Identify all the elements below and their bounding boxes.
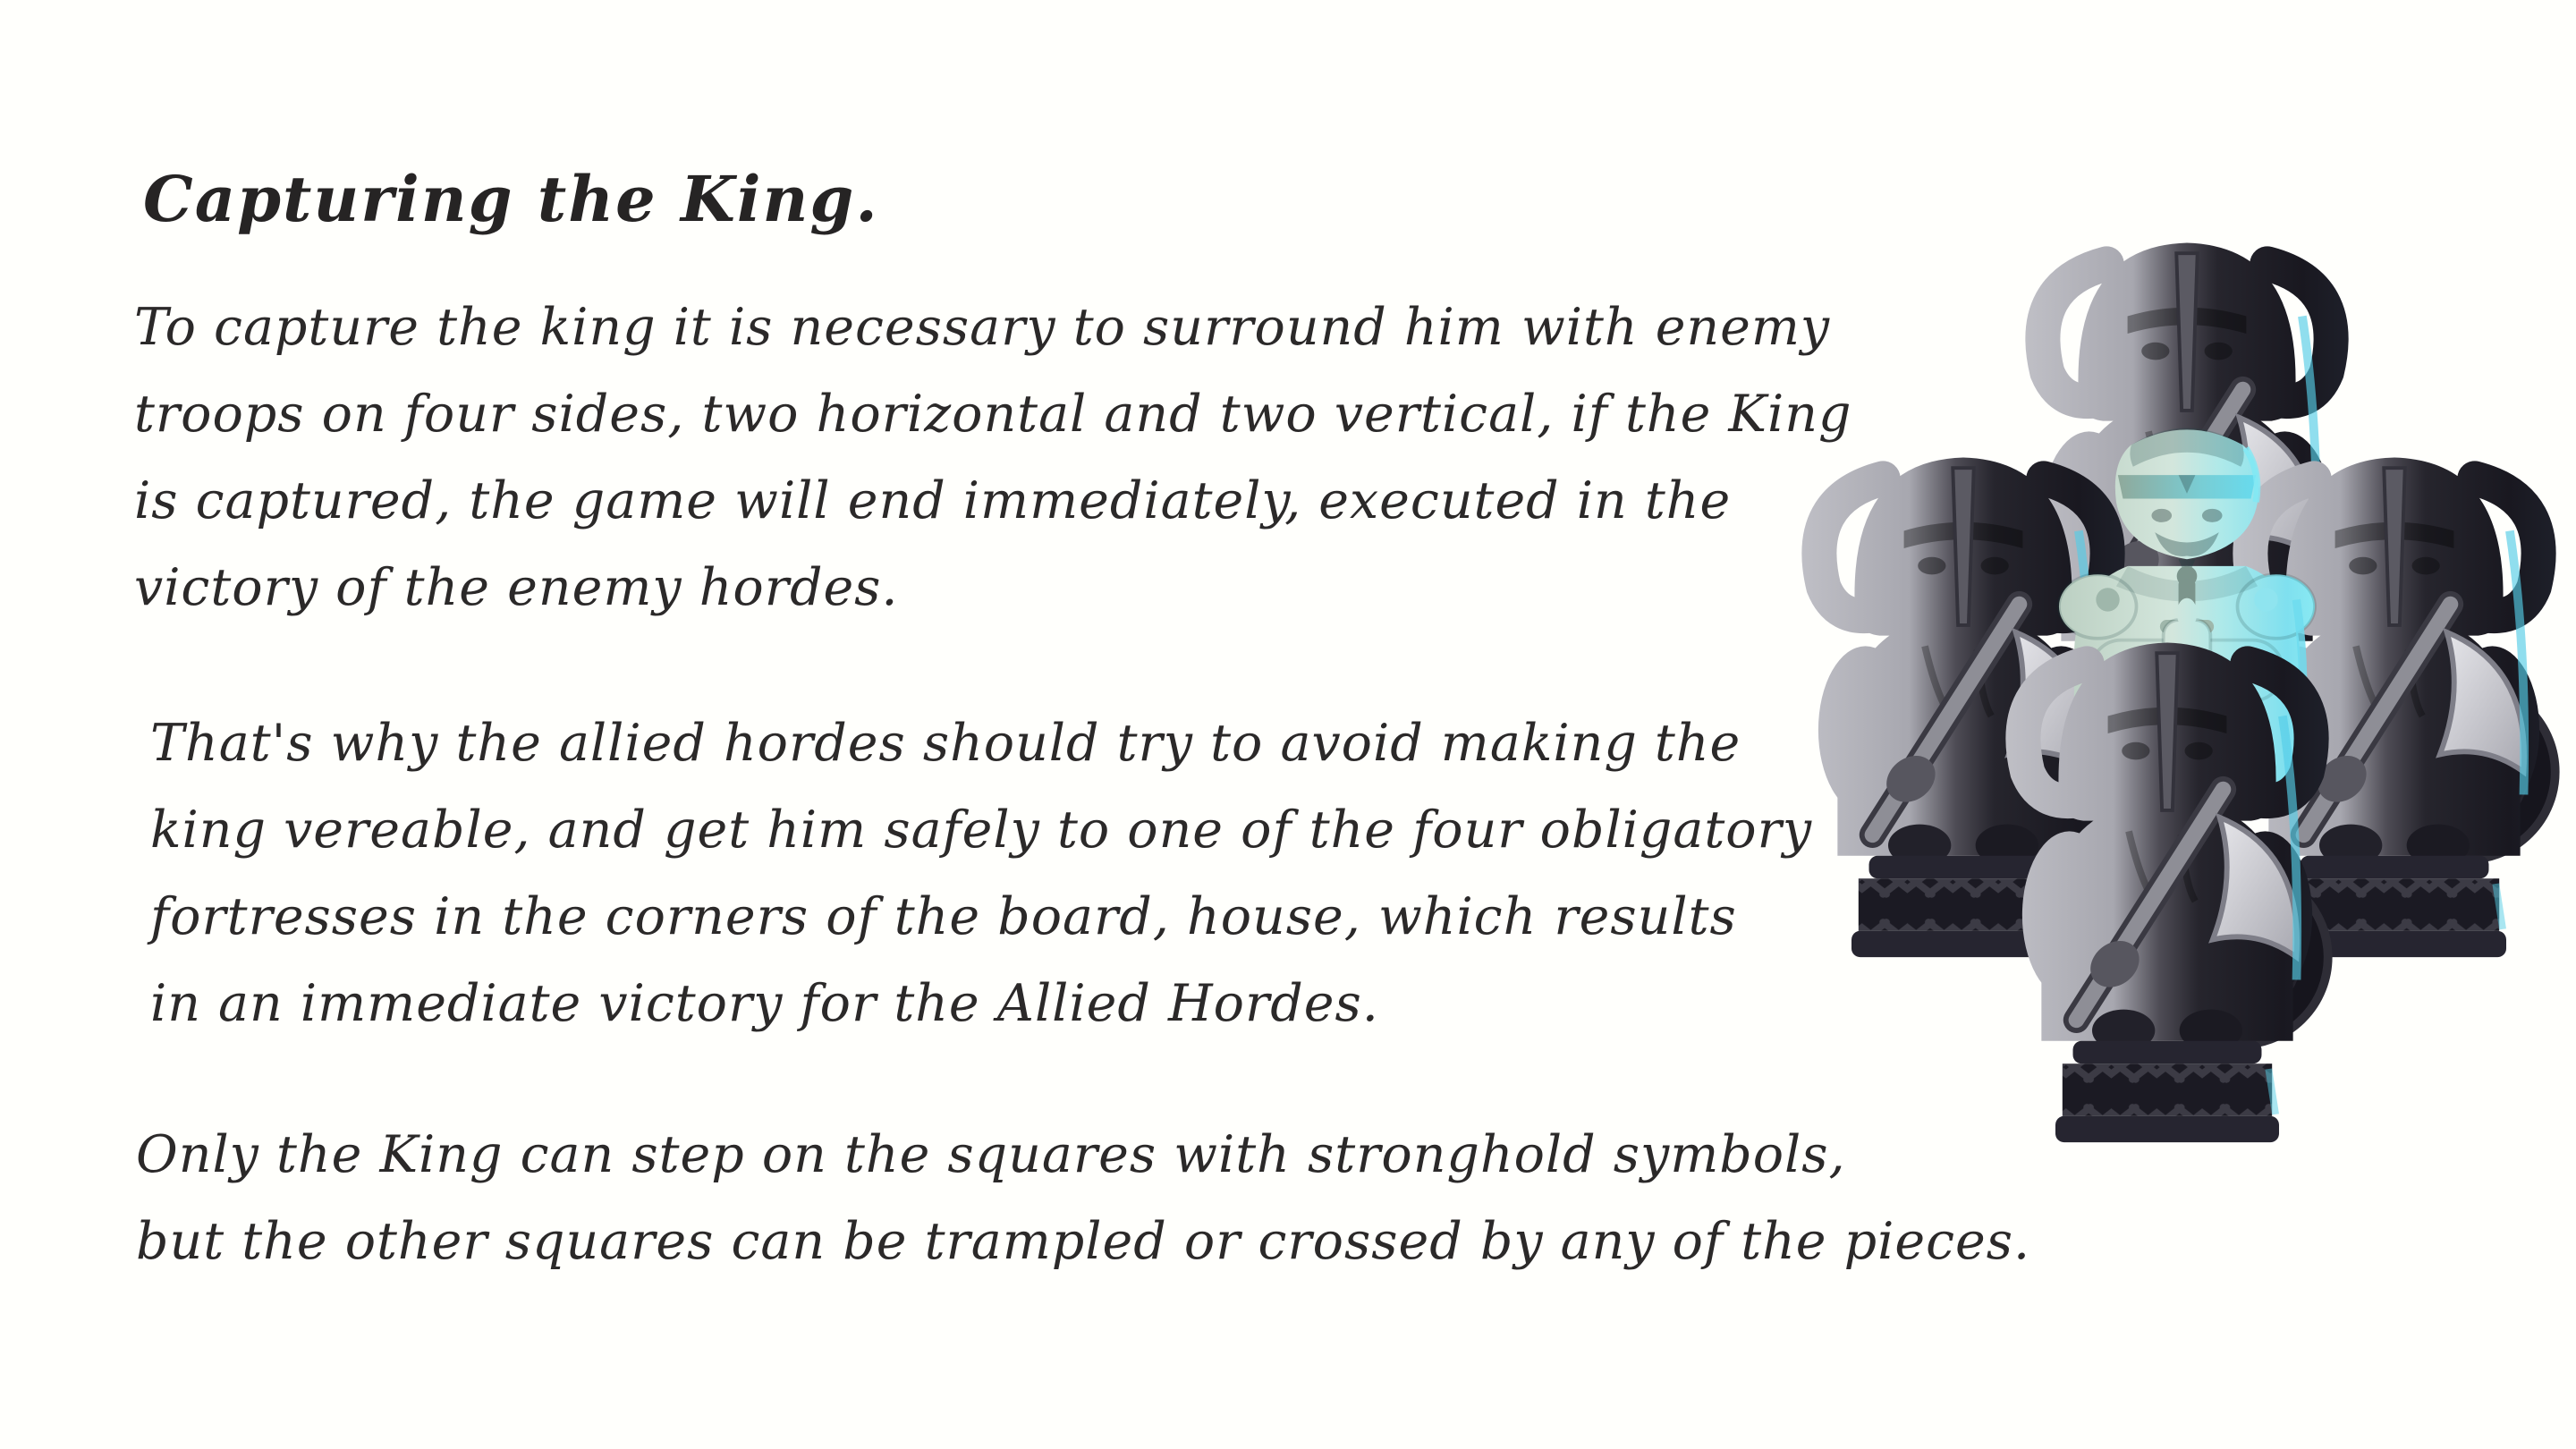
text-line: troops on four sides, two horizontal and two vertical, if the King: [134, 385, 1852, 444]
game-piece-dark-warrior-bottom: [2022, 642, 2328, 1142]
text-line: is captured, the game will end immediately, executed in the: [134, 471, 1732, 530]
king-capture-illustration: [1735, 215, 2576, 1181]
text-line: in an immediate victory for the Allied Hordes.: [150, 974, 1379, 1033]
page-title: Capturing the King.: [143, 161, 879, 236]
text-line: king vereable, and get him safely to one of the four obligatory: [150, 801, 1813, 860]
paragraph-strategy: [150, 700, 1812, 1047]
text-line: To capture the king it is necessary to surround him with enemy: [134, 298, 1831, 357]
text-line: victory of the enemy hordes.: [134, 558, 899, 617]
text-line: That's why the allied hordes should try to avoid making the: [150, 714, 1741, 773]
game-pieces-render: [1735, 215, 2576, 1181]
paragraph-capture-rule: [134, 284, 1852, 631]
text-line: fortresses in the corners of the board, house, which results: [150, 887, 1737, 946]
text-line: Only the King can step on the squares with stronghold symbols,: [136, 1125, 1846, 1184]
text-line: but the other squares can be trampled or crossed by any of the pieces.: [136, 1212, 2031, 1271]
